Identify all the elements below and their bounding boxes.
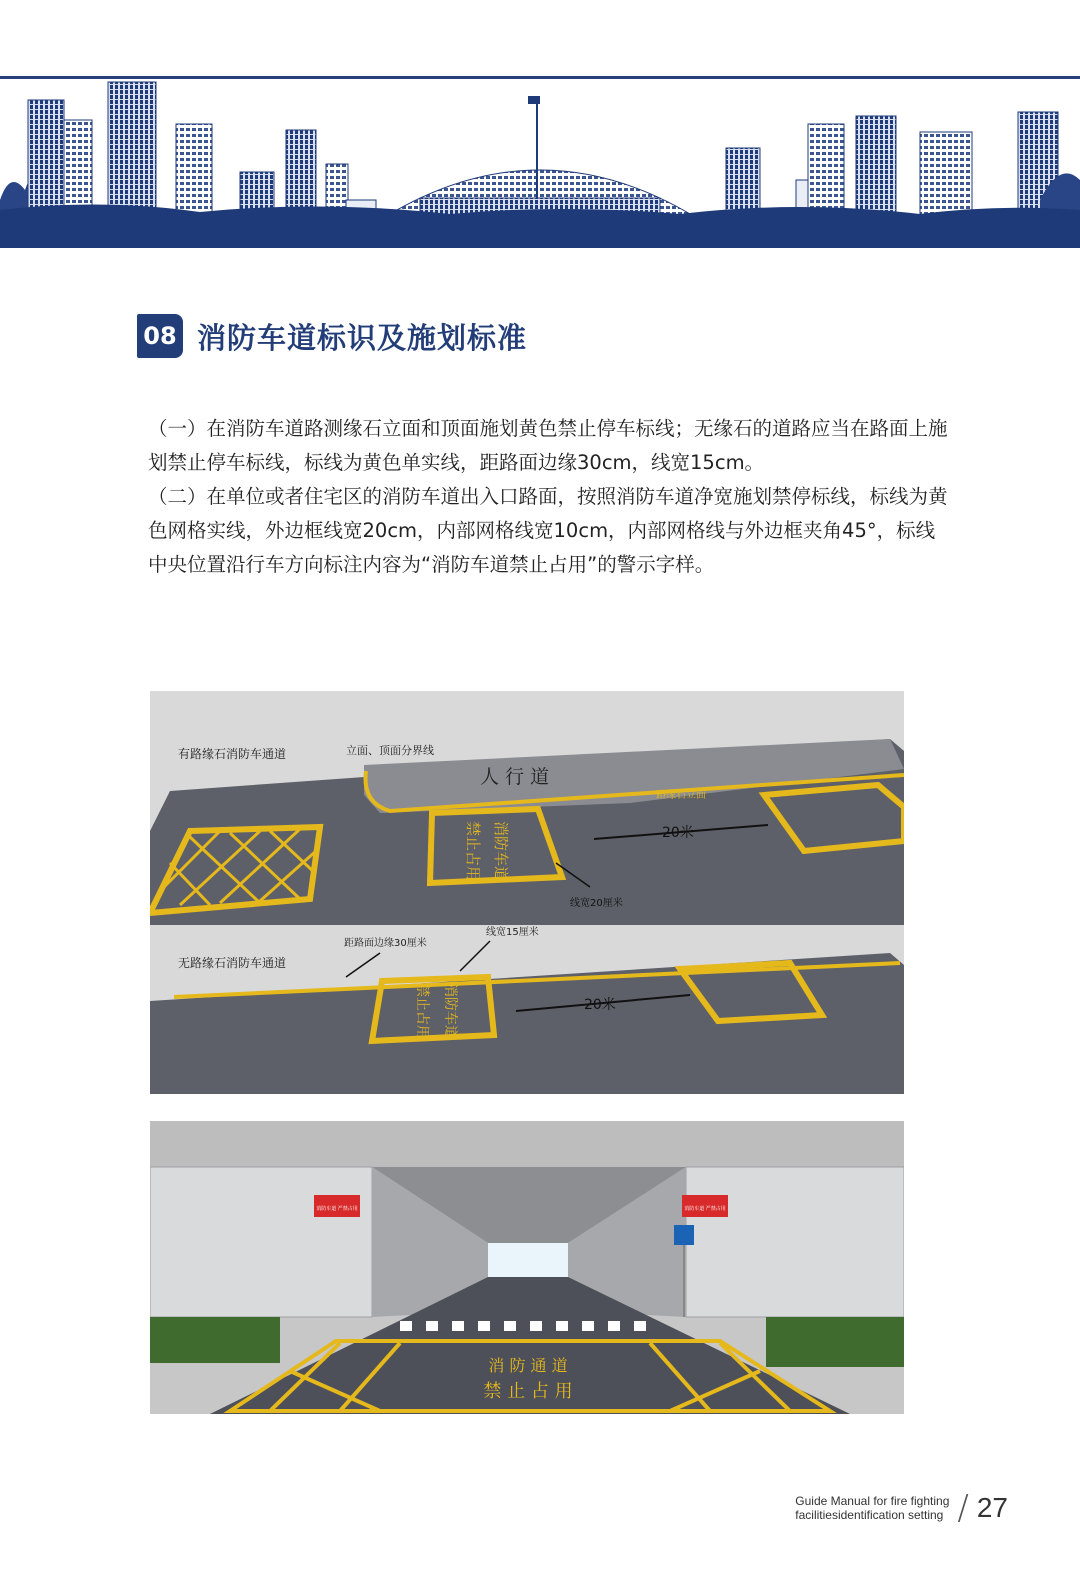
crosswalk-sign xyxy=(674,1225,694,1245)
footer-guide-title xyxy=(795,1494,949,1522)
page-number: 27 xyxy=(976,1492,1008,1523)
label-edge-30: 距路面边缘30厘米 xyxy=(344,938,427,949)
sign-right-text: 消防车道 严禁占用 xyxy=(684,1206,726,1212)
label-sidewalk: 人 行 道 xyxy=(480,766,550,788)
box-text-left-bottom: 禁止占用 xyxy=(414,983,430,1039)
body-text xyxy=(148,412,948,582)
label-distance-bottom: 20米 xyxy=(584,997,616,1013)
section-title: 消防车道标识及施划标准 xyxy=(197,320,528,355)
label-line-width-15: 线宽15厘米 xyxy=(486,927,539,938)
tunnel-entrance-rendering xyxy=(150,1121,904,1414)
box-text-right-bottom: 消防车道 xyxy=(442,983,458,1039)
footer-divider: / xyxy=(957,1488,969,1528)
paragraph-1: （一）在消防车道路测缘石立面和顶面施划黄色禁止停车标线；无缘石的道路应当在路面上施划禁止停车标线，标线为黄色单实线，距路面边缘30cm，线宽15cm。 xyxy=(148,417,948,474)
label-curb-stone: 路缘石立面 xyxy=(656,790,706,801)
label-boundary: 立面、顶面分界线 xyxy=(346,744,434,757)
sign-left-text: 消防车道 严禁占用 xyxy=(316,1206,358,1212)
section-number-badge: 08 xyxy=(137,314,183,358)
footer-guide-line1: Guide Manual for fire fighting xyxy=(795,1494,950,1508)
box-text-right-top: 禁止占用 xyxy=(464,820,482,882)
road-text-line2: 禁 止 占 用 xyxy=(483,1381,573,1402)
header-rule xyxy=(0,76,1080,79)
road-marking-diagram xyxy=(150,691,904,1094)
box-text-left-top: 消防车道 xyxy=(492,820,510,882)
footer-guide-line2: facilitiesidentification setting xyxy=(795,1508,944,1522)
paragraph-2: （二）在单位或者住宅区的消防车道出入口路面，按照消防车道净宽施划禁停标线，标线为黄色网格实线，外边框线宽20cm，内部网格线宽10cm，内部网格线与外边框夹角45°，标线中央位置沿行车方向标注内容为“消防车道禁止占用”的警示字样。 xyxy=(148,485,948,576)
label-curb-lane: 有路缘石消防车通道 xyxy=(178,747,287,761)
section-heading xyxy=(137,314,527,358)
page-footer xyxy=(795,1488,1008,1528)
label-distance-top: 20米 xyxy=(662,825,694,841)
label-no-curb-lane: 无路缘石消防车通道 xyxy=(178,956,287,970)
city-skyline-banner xyxy=(0,80,1080,248)
road-text-line1: 消 防 通 道 xyxy=(488,1356,568,1375)
label-line-width-20: 线宽20厘米 xyxy=(570,898,623,909)
